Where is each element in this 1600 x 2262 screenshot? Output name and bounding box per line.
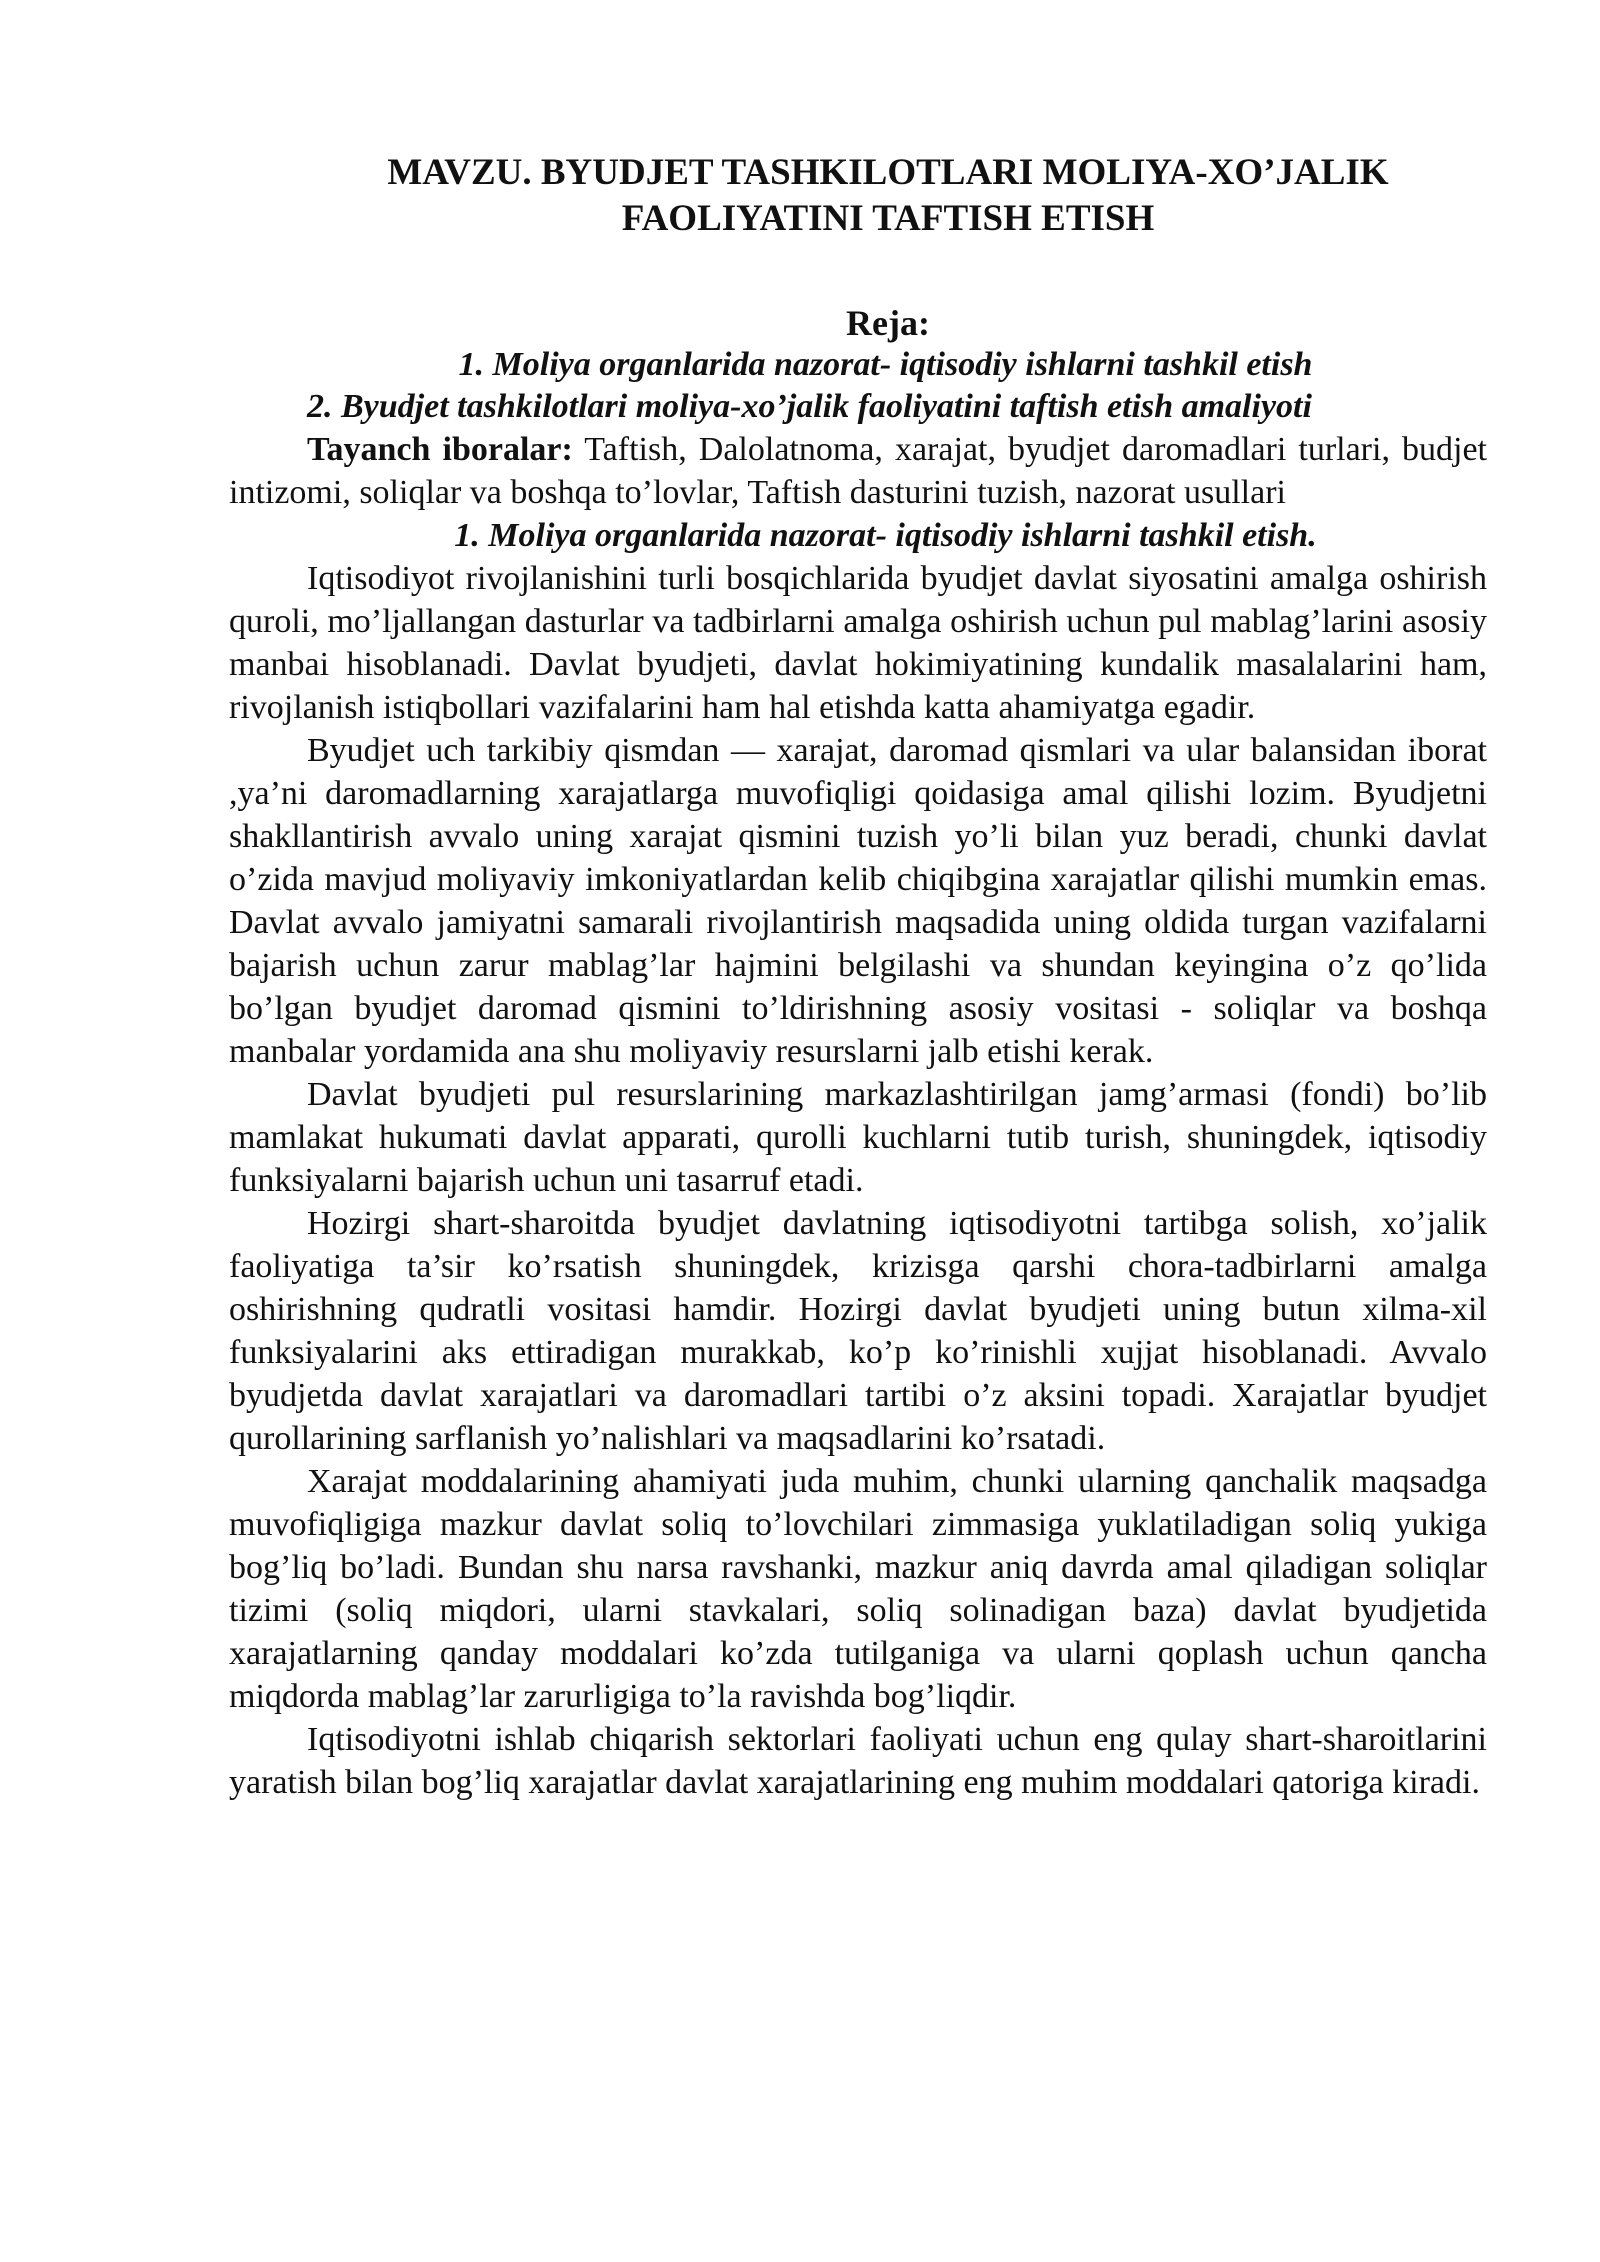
document-title xyxy=(229,150,1487,242)
plan-item-1: 1. Moliya organlarida nazorat- iqtisodiy ishlarni tashkil etish xyxy=(458,346,1313,383)
paragraph-4: Hozirgi shart-sharoitda byudjet davlatning iqtisodiyotni tartibga solish, xo’jalik faoliyatiga ta’sir ko’rsatish shuningdek, krizisga qarshi chora-tadbirlarni amalga oshirishning qudratli vositasi hamdir. Hozirgi davlat byudjeti uning butun xilma-xil funksiyalarini aks ettiradigan murakkab, ko’p ko’rinishli xujjat hisoblanadi. Avvalo byudjetda davlat xarajatlari va daromadlari tartibi o’z aksini topadi. Xarajatlar byudjet qurollarining sarflanish yo’nalishlari va maqsadlarini ko’rsatadi. xyxy=(229,1205,1487,1457)
paragraph-1: Iqtisodiyot rivojlanishini turli bosqichlarida byudjet davlat siyosatini amalga oshirish quroli, mo’ljallangan dasturlar va tadbirlarni amalga oshirish uchun pul mablag’larini asosiy manbai hisoblanadi. Davlat byudjeti, davlat hokimiyatining kundalik masalalarini ham, rivojlanish istiqbollari vazifalarini ham hal etishda katta ahamiyatga egadir. xyxy=(229,560,1487,726)
title-line-2: FAOLIYATINI TAFTISH ETISH xyxy=(621,198,1155,239)
plan-item-2: 2. Byudjet tashkilotlari moliya-xo’jalik faoliyatini taftish etish amaliyoti xyxy=(307,388,1312,425)
paragraph-5: Xarajat moddalarining ahamiyati juda muhim, chunki ularning qanchalik maqsadga muvofiqligiga mazkur davlat soliq to’lovchilari zimmasiga yuklatiladigan soliq yukiga bog’liq bo’ladi. Bundan shu narsa ravshanki, mazkur aniq davrda amal qiladigan soliqlar tizimi (soliq miqdori, ularni stavkalari, soliq solinadigan baza) davlat byudjetida xarajatlarning qanday moddalari ko’zda tutilganiga va ularni qoplash uchun qancha miqdorda mablag’lar zarurligiga to’la ravishda bog’liqdir. xyxy=(229,1463,1487,1715)
section-1-heading: 1. Moliya organlarida nazorat- iqtisodiy ishlarni tashkil etish. xyxy=(454,517,1317,554)
paragraph-3: Davlat byudjeti pul resurslarining markazlashtirilgan jamg’armasi (fondi) bo’lib mamlakat hukumati davlat apparati, qurolli kuchlarni tutib turish, shuningdek, iqtisodiy funksiyalarni bajarish uchun uni tasarruf etadi. xyxy=(229,1076,1487,1199)
title-line-1: MAVZU. BYUDJET TASHKILOTLARI MOLIYA-XO’JALIK xyxy=(387,152,1389,193)
paragraph-2: Byudjet uch tarkibiy qismdan — xarajat, daromad qismlari va ular balansidan iborat ,ya’ni daromadlarning xarajatlarga muvofiqligi qoidasiga amal qilishi lozim. Byudjetni shakllantirish avvalo uning xarajat qismini tuzish yo’li bilan yuz beradi, chunki davlat o’zida mavjud moliyaviy imkoniyatlardan kelib chiqibgina xarajatlar qilishi mumkin emas. Davlat avvalo jamiyatni samarali rivojlantirish maqsadida uning oldida turgan vazifalarni bajarish uchun zarur mablag’lar hajmini belgilashi va shundan keyingina o’z qo’lida bo’lgan byudjet daromad qismini to’ldirishning asosiy vositasi - soliqlar va boshqa manbalar yordamida ana shu moliyaviy resurslarni jalb etishi kerak. xyxy=(229,732,1487,1070)
keywords-paragraph xyxy=(229,428,1487,514)
keywords-label: Tayanch iboralar: xyxy=(307,431,573,468)
paragraph-6: Iqtisodiyotni ishlab chiqarish sektorlari faoliyati uchun eng qulay shart-sharoitlarini yaratish bilan bog’liq xarajatlar davlat xarajatlarining eng muhim moddalari qatoriga kiradi. xyxy=(229,1721,1487,1801)
keywords-text: Taftish, Dalolatnoma, xarajat, byudjet daromadlari turlari, budjet intizomi, soliqlar va boshqa to’lovlar, Taftish dasturini tuzish, nazorat usullari xyxy=(229,431,1487,511)
plan-list xyxy=(229,344,1487,428)
document-page xyxy=(229,150,1487,1804)
plan-heading: Reja: xyxy=(846,303,930,343)
